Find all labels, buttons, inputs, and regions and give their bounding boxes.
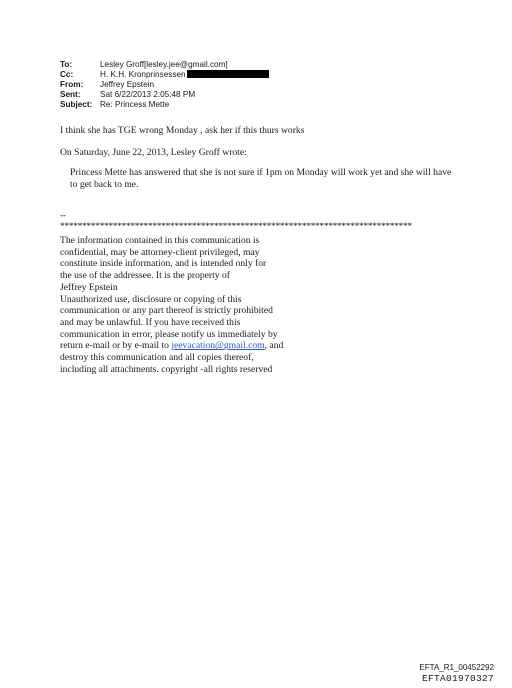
disclaimer-line: constitute inside information, and is intended only for bbox=[60, 258, 267, 270]
disclaimer-line: The information contained in this communication is bbox=[60, 235, 260, 246]
disclaimer-line-with-link bbox=[60, 340, 300, 352]
header-to-row bbox=[60, 60, 269, 70]
disclaimer-line: and may be unlawful. If you have received this bbox=[60, 316, 241, 328]
quote-intro: On Saturday, June 22, 2013, Lesley Groff wrote: bbox=[60, 147, 247, 158]
signature-separator: ******************************************************************************** bbox=[60, 221, 412, 232]
to-label: To: bbox=[60, 60, 73, 69]
subject-label: Subject: bbox=[60, 100, 93, 109]
signature-dash: -- bbox=[60, 210, 66, 220]
disclaimer-line: the use of the addressee. It is the property of bbox=[60, 270, 230, 282]
from-label: From: bbox=[60, 80, 84, 89]
disclaimer-line: Jeffrey Epstein bbox=[60, 281, 118, 293]
disclaimer-line: destroy this communication and all copies thereof, bbox=[60, 352, 254, 364]
header-sent-row bbox=[60, 90, 269, 100]
header-from-row bbox=[60, 80, 269, 90]
header-subject-row bbox=[60, 100, 269, 110]
sent-value: Sat 6/22/2013 2:05:48 PM bbox=[100, 90, 196, 99]
email-header bbox=[60, 60, 269, 110]
disclaimer-line: communication or any part thereof is strictly prohibited bbox=[60, 305, 273, 317]
disclaimer-text: return e-mail or by e-mail to bbox=[60, 340, 172, 352]
to-value: Lesley Groff[lesley.jee@gmail.com] bbox=[100, 60, 228, 69]
cc-label: Cc: bbox=[60, 70, 74, 79]
quoted-message: Princess Mette has answered that she is not sure if 1pm on Monday will work yet and she will have to get back to me. bbox=[70, 167, 452, 190]
disclaimer bbox=[60, 235, 300, 375]
disclaimer-line: Unauthorized use, disclosure or copying of this bbox=[60, 293, 242, 305]
efta-id: EFTA01970327 bbox=[421, 673, 494, 684]
doc-id: EFTA_R1_00452292 bbox=[419, 663, 494, 672]
email-link[interactable]: jeevacation@gmail.com bbox=[171, 340, 265, 352]
cc-value: H. K.H. Kronprinsessen bbox=[100, 70, 186, 79]
header-cc-row bbox=[60, 70, 269, 80]
from-value: Jeffrey Epstein bbox=[100, 80, 155, 89]
redaction-bar bbox=[187, 70, 269, 78]
reply-text: I think she has TGE wrong Monday , ask her if this thurs works bbox=[60, 125, 305, 136]
disclaimer-text: , and bbox=[264, 340, 284, 352]
sent-label: Sent: bbox=[60, 90, 81, 99]
disclaimer-line: confidential, may be attorney-client privileged, may bbox=[60, 246, 260, 258]
subject-value: Re: Princess Mette bbox=[100, 100, 170, 109]
disclaimer-line: including all attachments. copyright -all rights reserved bbox=[60, 363, 273, 375]
disclaimer-line: communication in error, please notify us immediately by bbox=[60, 328, 278, 340]
